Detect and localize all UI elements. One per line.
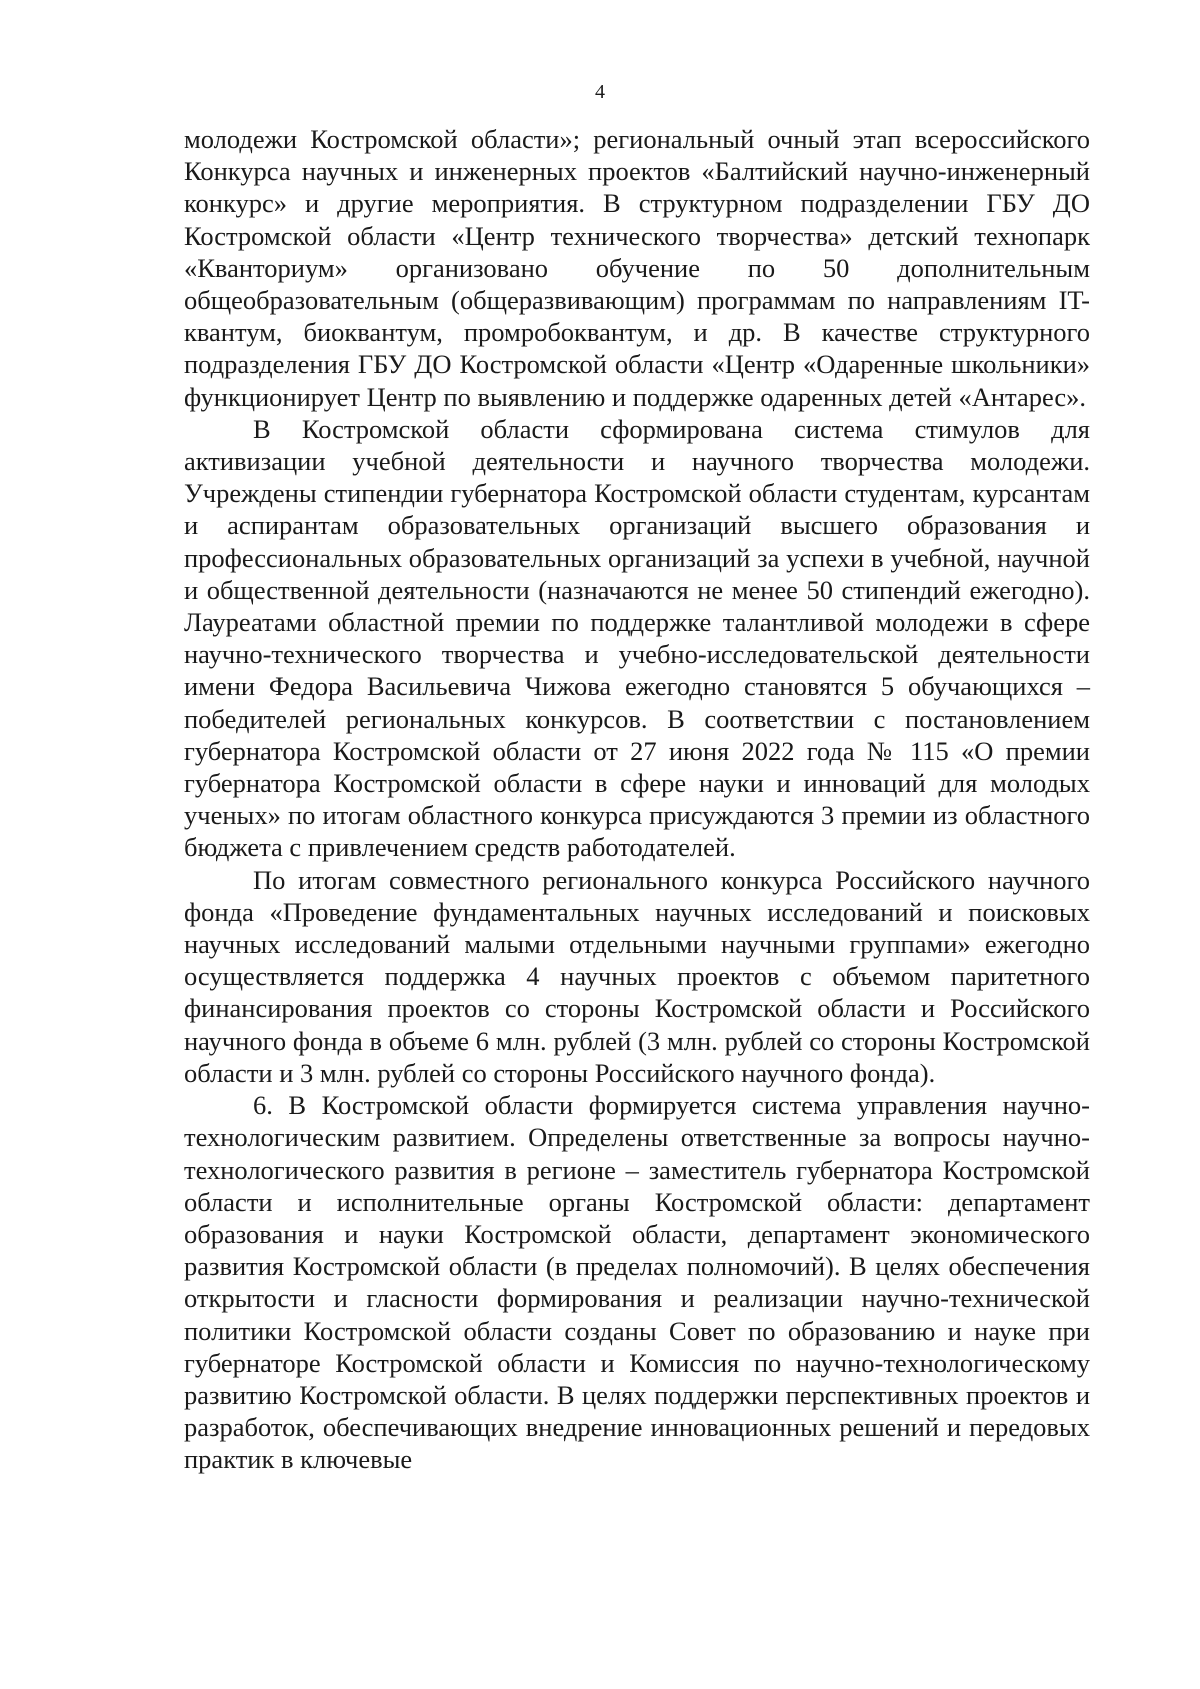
page-number: 4: [595, 81, 605, 103]
paragraph-1: молодежи Костромской области»; региональный очный этап всероссийского Конкурса научных и инженерных проектов «Балтийский научно-инженерный конкурс» и другие мероприятия. В структурном подразделении ГБУ ДО Костромской области «Центр технического творчества» детский технопарк «Кванториум» организовано обучение по 50 дополнительным общеобразовательным (общеразвивающим) программам по направлениям IT-квантум, биоквантум, промробоквантум, и др. В качестве структурного подразделения ГБУ ДО Костромской области «Центр «Одаренные школьники» функционирует Центр по выявлению и поддержке одаренных детей «Антарес».: [184, 124, 1090, 412]
paragraph-2: В Костромской области сформирована система стимулов для активизации учебной деятельности и научного творчества молодежи. Учреждены стипендии губернатора Костромской области студентам, курсантам и аспирантам образовательных организаций высшего образования и профессиональных образовательных организаций за успехи в учебной, научной и общественной деятельности (назначаются не менее 50 стипендий ежегодно). Лауреатами областной премии по поддержке талантливой молодежи в сфере научно-технического творчества и учебно-исследовательской деятельности имени Федора Васильевича Чижова ежегодно становятся 5 обучающихся – победителей региональных конкурсов. В соответствии с постановлением губернатора Костромской области от 27 июня 2022 года № 115 «О премии губернатора Костромской области в сфере науки и инноваций для молодых ученых» по итогам областного конкурса присуждаются 3 премии из областного бюджета с привлечением средств работодателей.: [184, 413, 1090, 863]
paragraph-4: 6. В Костромской области формируется система управления научно-технологическим развитием. Определены ответственные за вопросы научно-технологического развития в регионе – заместитель губернатора Костромской области и исполнительные органы Костромской области: департамент образования и науки Костромской области, департамент экономического развития Костромской области (в пределах полномочий). В целях обеспечения открытости и гласности формирования и реализации научно-технической политики Костромской области созданы Совет по образованию и науке при губернаторе Костромской области и Комиссия по научно-технологическому развитию Костромской области. В целях поддержки перспективных проектов и разработок, обеспечивающих внедрение инновационных решений и передовых практик в ключевые: [184, 1090, 1090, 1475]
document-body: [184, 123, 1090, 1476]
paragraph-3: По итогам совместного регионального конкурса Российского научного фонда «Проведение фундаментальных научных исследований и поисковых научных исследований малыми отдельными научными группами» ежегодно осуществляется поддержка 4 научных проектов с объемом паритетного финансирования проектов со стороны Костромской области и Российского научного фонда в объеме 6 млн. рублей (3 млн. рублей со стороны Костромской области и 3 млн. рублей со стороны Российского научного фонда).: [184, 864, 1090, 1088]
